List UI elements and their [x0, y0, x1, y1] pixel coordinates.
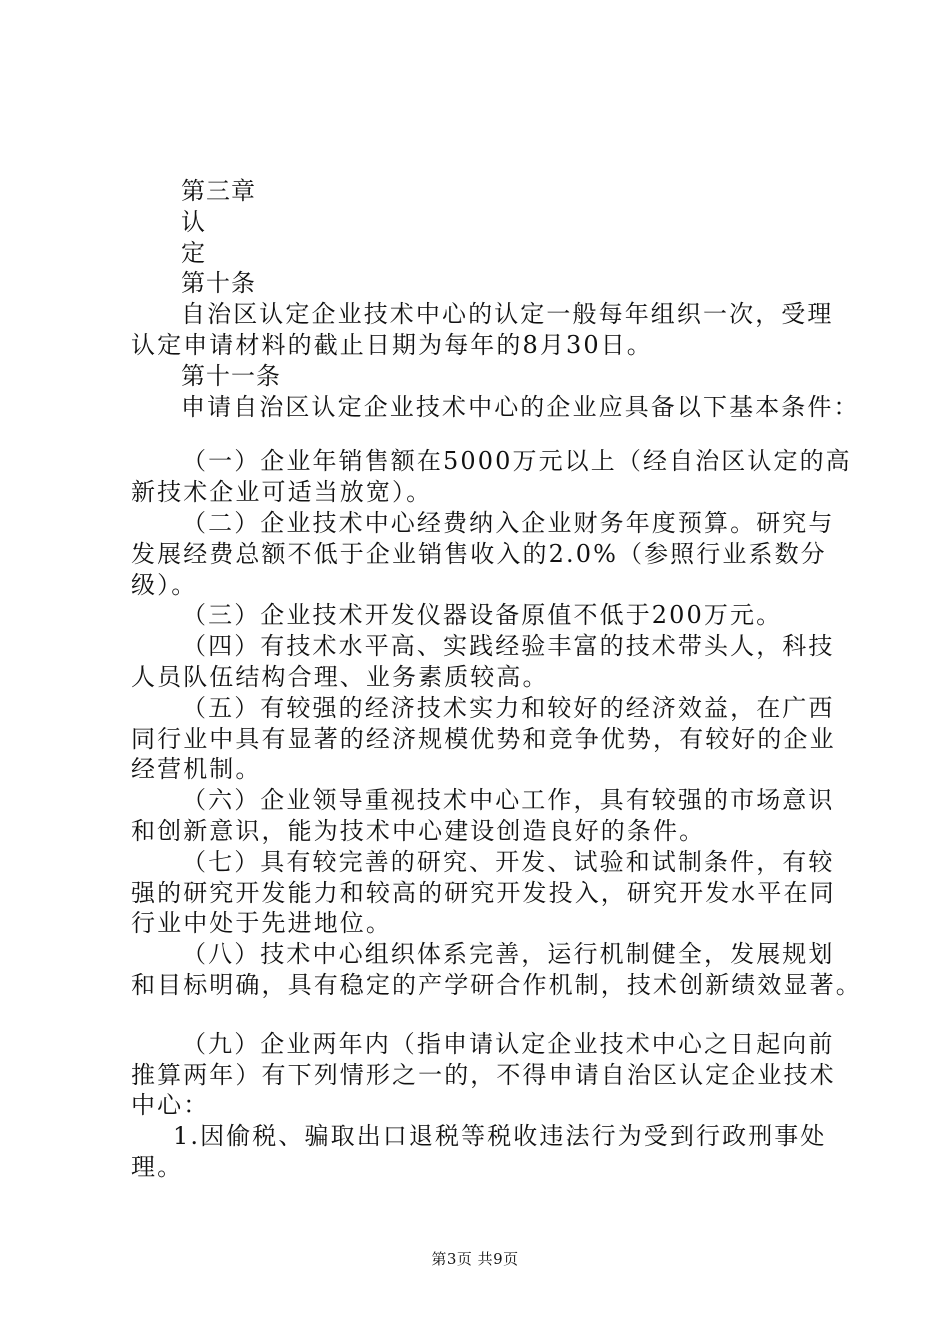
- condition-item-8-line-2: 和目标明确，具有稳定的产学研合作机制，技术创新绩效显著。: [131, 970, 862, 999]
- article-10-heading: 第十条: [181, 269, 256, 298]
- condition-item-5-line-3: 经营机制。: [131, 755, 262, 784]
- condition-item-9-line-1: （九）企业两年内（指申请认定企业技术中心之日起向前: [182, 1029, 835, 1058]
- condition-item-5-line-2: 同行业中具有显著的经济规模优势和竞争优势，有较好的企业: [131, 724, 836, 753]
- condition-item-7-line-3: 行业中处于先进地位。: [131, 909, 392, 938]
- condition-item-9-line-3: 中心：: [131, 1091, 210, 1120]
- condition-item-5-line-1: （五）有较强的经济技术实力和较好的经济效益，在广西: [182, 693, 835, 722]
- chapter-name-char-1: 认: [181, 207, 206, 236]
- condition-item-4-line-1: （四）有技术水平高、实践经验丰富的技术带头人，科技: [182, 632, 835, 661]
- condition-item-2-line-3: 级）。: [131, 570, 198, 599]
- article-10-text-line-1: 自治区认定企业技术中心的认定一般每年组织一次，受理: [181, 300, 834, 329]
- condition-item-9-line-2: 推算两年）有下列情形之一的，不得申请自治区认定企业技术: [131, 1060, 836, 1089]
- condition-item-1-line-1: （一）企业年销售额在5000万元以上（经自治区认定的高: [182, 447, 852, 476]
- condition-item-1-line-2: 新技术企业可适当放宽）。: [131, 478, 433, 507]
- page-footer: 第3页 共9页: [431, 1250, 519, 1268]
- exclusion-item-1-line-2: 理。: [131, 1152, 184, 1181]
- condition-item-7-line-1: （七）具有较完善的研究、开发、试验和试制条件，有较: [182, 847, 835, 876]
- condition-item-6-line-1: （六）企业领导重视技术中心工作，具有较强的市场意识: [182, 786, 835, 815]
- article-10-text-line-2: 认定申请材料的截止日期为每年的8月30日。: [131, 330, 653, 359]
- condition-item-2-line-2: 发展经费总额不低于企业销售收入的2.0%（参照行业系数分: [131, 539, 827, 568]
- condition-item-3-line-1: （三）企业技术开发仪器设备原值不低于200万元。: [182, 601, 783, 630]
- exclusion-item-1-line-1: 1.因偷税、骗取出口退税等税收违法行为受到行政刑事处: [173, 1122, 827, 1151]
- document-body: [0, 176, 950, 1183]
- condition-item-2-line-1: （二）企业技术中心经费纳入企业财务年度预算。研究与: [182, 508, 835, 537]
- condition-item-8-line-1: （八）技术中心组织体系完善，运行机制健全，发展规划: [182, 940, 835, 969]
- chapter-name-char-2: 定: [181, 238, 206, 267]
- chapter-title: 第三章: [181, 177, 256, 205]
- article-11-text: 申请自治区认定企业技术中心的企业应具备以下基本条件：: [181, 392, 860, 421]
- article-11-heading: 第十一条: [181, 361, 281, 390]
- condition-item-4-line-2: 人员队伍结构合理、业务素质较高。: [131, 662, 549, 691]
- condition-item-6-line-2: 和创新意识，能为技术中心建设创造良好的条件。: [131, 816, 706, 845]
- condition-item-7-line-2: 强的研究开发能力和较高的研究开发投入，研究开发水平在同: [131, 878, 836, 907]
